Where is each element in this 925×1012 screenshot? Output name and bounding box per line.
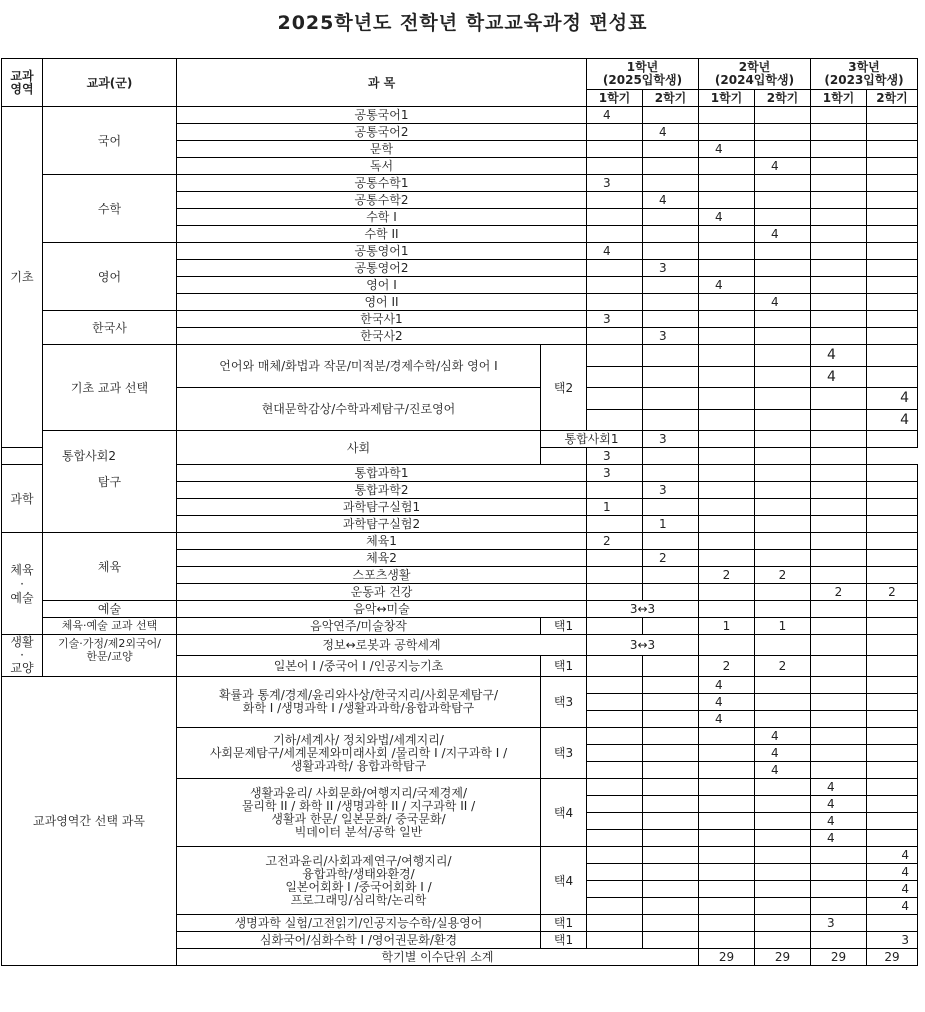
subject-cell: 수학 I (177, 209, 587, 226)
subject-cell: 정보↔로봇과 공학세계 (177, 635, 587, 656)
subject-cell: 영어 II (177, 294, 587, 311)
subject-cell: 한국사2 (177, 328, 587, 345)
header-group: 교과(군) (43, 59, 177, 107)
credit-cell: 4 (811, 813, 867, 830)
credit-cell: 4 (811, 345, 867, 367)
subject-cell: 과학탐구실험2 (177, 516, 587, 533)
subject-cell: 생활과윤리/ 사회문화/여행지리/국제경제/ 물리학 II / 화학 II /생명과학 II / 지구과학 II / 생활과 한문/ 일본문화/ 중국문화/ 빅데이터 분석/공학 일반 (177, 779, 541, 847)
total-cell: 29 (699, 949, 755, 966)
area-inquiry: 탐구 (43, 431, 177, 533)
header-semester: 2학기 (643, 90, 699, 107)
credit-cell: 4 (867, 864, 918, 881)
subject-cell: 공통영어1 (177, 243, 587, 260)
subject-cell: 스포츠생활 (177, 567, 587, 584)
subject-cell: 심화국어/심화수학 I /영어권문화/환경 (177, 932, 541, 949)
subject-cell: 체육2 (177, 550, 587, 567)
subject-cell: 음악연주/미술창작 (177, 618, 541, 635)
area-basic: 기초 (2, 107, 43, 448)
credit-cell: 4 (755, 158, 811, 175)
choice-cell: 택1 (541, 618, 587, 635)
subject-cell: 통합사회2 (2, 448, 177, 465)
header-semester: 1학기 (811, 90, 867, 107)
credit-cell: 4 (699, 694, 755, 711)
credit-cell: 3 (643, 482, 699, 499)
header-subject: 과 목 (177, 59, 587, 107)
choice-cell: 택1 (541, 932, 587, 949)
subject-cell: 운동과 건강 (177, 584, 587, 601)
total-cell: 29 (867, 949, 918, 966)
group-science: 과학 (2, 465, 43, 533)
group-tech: 기술·가정/제2외국어/ 한문/교양 (43, 635, 177, 677)
subject-cell: 기하/세계사/ 정치와법/세계지리/ 사회문제탐구/세계문제와미래사회 /물리학 I /지구과학 I / 생활과과학/ 융합과학탐구 (177, 728, 541, 779)
credit-cell: 1 (755, 618, 811, 635)
group-korean: 국어 (43, 107, 177, 175)
subject-cell: 공통수학2 (177, 192, 587, 209)
group-math: 수학 (43, 175, 177, 243)
credit-cell: 1 (587, 499, 643, 516)
credit-cell: 3↔3 (587, 601, 699, 618)
credit-cell: 3 (643, 260, 699, 277)
subject-cell: 현대문학감상/수학과제탐구/진로영어 (177, 388, 541, 431)
choice-cell: 택3 (541, 728, 587, 779)
credit-cell: 3↔3 (587, 635, 699, 656)
credit-cell: 2 (867, 584, 918, 601)
credit-cell: 4 (587, 243, 643, 260)
credit-cell: 4 (699, 141, 755, 158)
credit-cell: 2 (755, 656, 811, 677)
credit-cell: 2 (643, 550, 699, 567)
credit-cell: 4 (867, 881, 918, 898)
choice-cell: 택2 (541, 345, 587, 431)
subject-cell: 일본어 I /중국어 I /인공지능기초 (177, 656, 541, 677)
credit-cell: 3 (587, 465, 643, 482)
subject-cell: 통합사회1 (541, 431, 643, 448)
header-area: 교과 영역 (2, 59, 43, 107)
credit-cell: 4 (867, 409, 918, 431)
credit-cell: 3 (587, 175, 643, 192)
group-art: 예술 (43, 601, 177, 618)
credit-cell: 4 (811, 366, 867, 388)
subject-cell: 영어 I (177, 277, 587, 294)
total-cell: 29 (755, 949, 811, 966)
subject-cell: 음악↔미술 (177, 601, 587, 618)
area-pe-art: 체육 · 예술 (2, 533, 43, 635)
credit-cell: 4 (811, 830, 867, 847)
choice-cell: 택3 (541, 677, 587, 728)
header-semester: 1학기 (587, 90, 643, 107)
area-life: 생활 · 교양 (2, 635, 43, 677)
subject-cell: 독서 (177, 158, 587, 175)
credit-cell: 4 (643, 124, 699, 141)
choice-cell: 택4 (541, 847, 587, 915)
credit-cell: 4 (867, 847, 918, 864)
subject-cell: 통합과학1 (177, 465, 587, 482)
header-grade3: 3학년 (2023입학생) (811, 59, 918, 90)
credit-cell: 4 (867, 898, 918, 915)
credit-cell: 4 (867, 388, 918, 410)
subject-cell: 한국사1 (177, 311, 587, 328)
curriculum-table (1, 58, 918, 966)
credit-cell: 4 (755, 226, 811, 243)
credit-cell: 4 (811, 779, 867, 796)
subject-cell: 문학 (177, 141, 587, 158)
credit-cell: 3 (643, 431, 699, 448)
credit-cell: 4 (755, 745, 811, 762)
credit-cell: 3 (587, 448, 643, 465)
choice-cell: 택1 (541, 656, 587, 677)
choice-cell: 택4 (541, 779, 587, 847)
credit-cell: 2 (811, 584, 867, 601)
subject-cell: 언어와 매체/화법과 작문/미적분/경제수학/심화 영어 I (177, 345, 541, 388)
group-pe: 체육 (43, 533, 177, 601)
subject-cell: 고전과윤리/사회과제연구/여행지리/ 융합과학/생태와환경/ 일본어회화 I /중국어회화 I / 프로그래밍/심리학/논리학 (177, 847, 541, 915)
credit-cell: 3 (867, 932, 918, 949)
credit-cell: 4 (755, 762, 811, 779)
credit-cell: 4 (699, 711, 755, 728)
choice-cell: 택1 (541, 915, 587, 932)
page-title: 2025학년도 전학년 학교교육과정 편성표 (277, 12, 648, 34)
subject-cell: 통합과학2 (177, 482, 587, 499)
credit-cell: 4 (755, 294, 811, 311)
credit-cell: 1 (699, 618, 755, 635)
credit-cell: 2 (699, 656, 755, 677)
header-semester: 1학기 (699, 90, 755, 107)
group-social: 사회 (177, 431, 541, 465)
total-cell: 29 (811, 949, 867, 966)
area-cross: 교과영역간 선택 과목 (2, 677, 177, 966)
group-pe-art-elective: 체육·예술 교과 선택 (43, 618, 177, 635)
credit-cell: 1 (643, 516, 699, 533)
subject-cell: 수학 II (177, 226, 587, 243)
subject-cell: 생명과학 실험/고전읽기/인공지능수학/실용영어 (177, 915, 541, 932)
credit-cell: 2 (587, 533, 643, 550)
credit-cell: 4 (699, 277, 755, 294)
credit-cell: 4 (699, 677, 755, 694)
credit-cell: 2 (699, 567, 755, 584)
credit-cell: 4 (699, 209, 755, 226)
header-grade2: 2학년 (2024입학생) (699, 59, 811, 90)
header-semester: 2학기 (867, 90, 918, 107)
credit-cell: 3 (643, 328, 699, 345)
header-semester: 2학기 (755, 90, 811, 107)
credit-cell: 4 (811, 796, 867, 813)
credit-cell: 4 (587, 107, 643, 124)
subject-cell: 공통영어2 (177, 260, 587, 277)
subject-cell: 확률과 통계/경제/윤리와사상/한국지리/사회문제탐구/ 화학 I /생명과학 I /생활과과학/융합과학탐구 (177, 677, 541, 728)
header-grade1: 1학년 (2025입학생) (587, 59, 699, 90)
group-english: 영어 (43, 243, 177, 311)
credit-cell: 3 (587, 311, 643, 328)
group-history: 한국사 (43, 311, 177, 345)
credit-cell: 2 (755, 567, 811, 584)
credit-cell: 3 (811, 915, 867, 932)
total-label: 학기별 이수단위 소계 (177, 949, 699, 966)
group-basic-elective: 기초 교과 선택 (43, 345, 177, 431)
subject-cell: 공통국어1 (177, 107, 587, 124)
subject-cell: 체육1 (177, 533, 587, 550)
subject-cell: 공통국어2 (177, 124, 587, 141)
credit-cell: 4 (755, 728, 811, 745)
subject-cell: 공통수학1 (177, 175, 587, 192)
subject-cell: 과학탐구실험1 (177, 499, 587, 516)
credit-cell: 4 (643, 192, 699, 209)
